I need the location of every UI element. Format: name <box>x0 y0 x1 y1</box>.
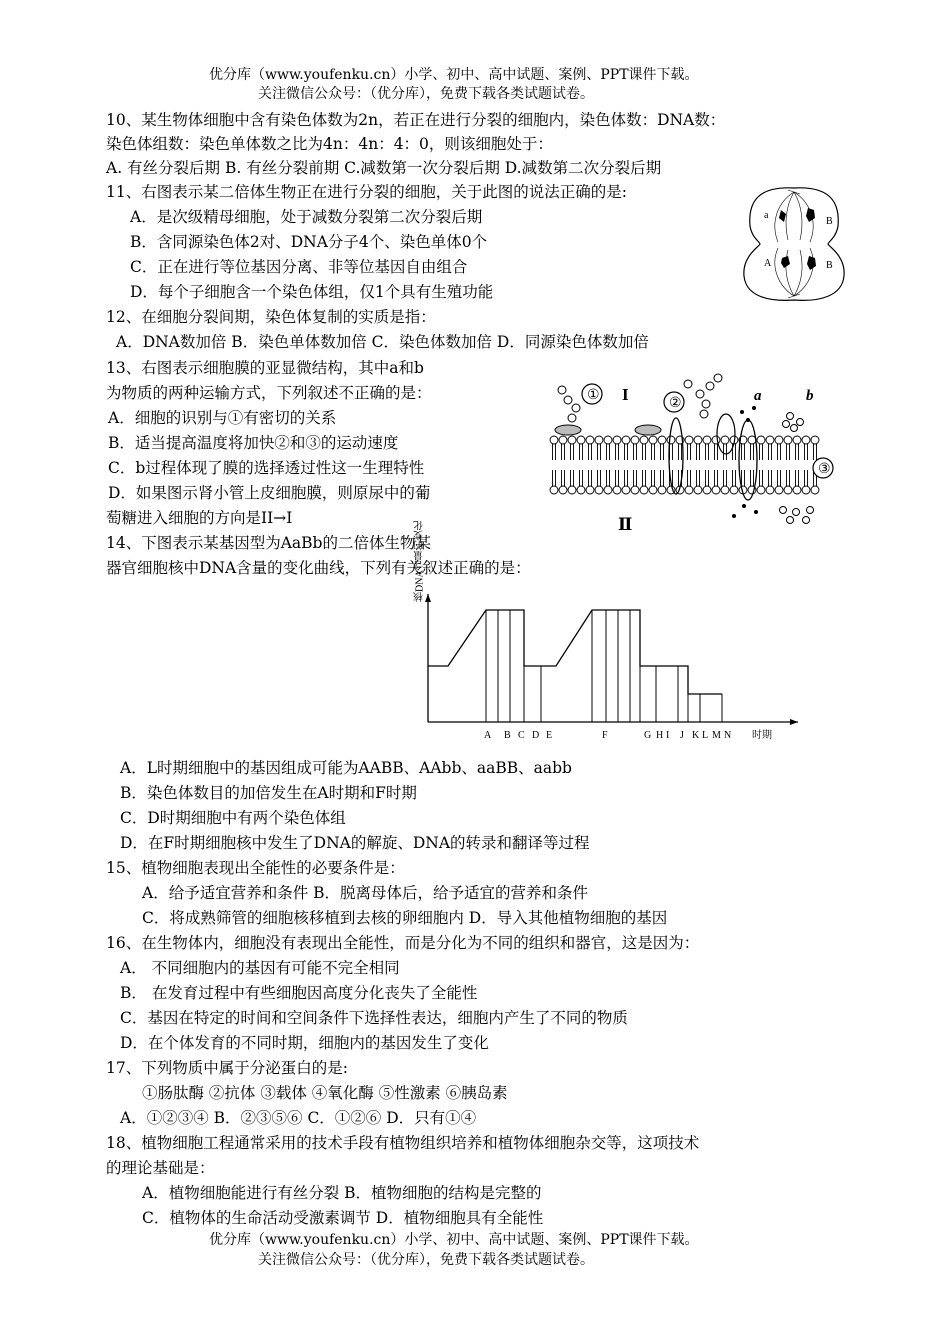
x-tick-K: K <box>692 730 700 741</box>
x-tick-C: C <box>518 730 525 741</box>
q11-stem: 11、右图表示某二倍体生物正在进行分裂的细胞，关于此图的说法正确的是: <box>106 183 627 201</box>
q13-option-b: B．适当提高温度将加快②和③的运动速度 <box>108 434 399 452</box>
q13-option-c: C．b过程体现了膜的选择透过性这一生理特性 <box>108 459 425 477</box>
q15-options-ab: A．给予适宜营养和条件 B．脱离母体后，给予适宜的营养和条件 <box>142 884 589 902</box>
q11-option-b: B．含同源染色体2对、DNA分子4个、染色单体0个 <box>130 233 488 251</box>
footer-line-1: 优分库（www.youfenku.cn）小学、初中、高中试题、案例、PPT课件下载。 <box>209 1232 699 1248</box>
q17-options: A．①②③④ B．②③⑤⑥ C．①②⑥ D．只有①④ <box>120 1109 477 1127</box>
q16-option-a: A． 不同细胞内的基因有可能不完全相同 <box>120 959 400 977</box>
q17-stem: 17、下列物质中属于分泌蛋白的是: <box>106 1059 348 1077</box>
membrane-label-2: ② <box>669 396 682 411</box>
x-tick-A: A <box>484 730 492 741</box>
cell-membrane-figure <box>548 372 848 537</box>
x-tick-D: D <box>532 730 540 741</box>
x-tick-G: G <box>644 730 652 741</box>
header-line-1: 优分库（www.youfenku.cn）小学、初中、高中试题、案例、PPT课件下载。 <box>209 67 699 83</box>
q13-stem-1: 13、右图表示细胞膜的亚显微结构，其中a和b <box>106 359 424 377</box>
q18-options-ab: A．植物细胞能进行有丝分裂 B．植物细胞的结构是完整的 <box>142 1184 542 1202</box>
membrane-label-3: ③ <box>818 462 831 477</box>
q16-option-c: C．基因在特定的时间和空间条件下选择性表达，细胞内产生了不同的物质 <box>120 1009 628 1027</box>
q17-items: ①肠肽酶 ②抗体 ③载体 ④氧化酶 ⑤性激素 ⑥胰岛素 <box>142 1084 508 1102</box>
q10-stem-2: 染色体组数：染色单体数之比为4n：4n：4：0，则该细胞处于： <box>106 135 553 153</box>
x-tick-E: E <box>546 730 553 741</box>
q11-option-a: A．是次级精母细胞，处于减数分裂第二次分裂后期 <box>130 208 483 226</box>
membrane-side-I: I <box>622 385 629 404</box>
q14-option-a: A．L时期细胞中的基因组成可能为AABB、AAbb、aaBB、aabb <box>120 759 572 777</box>
x-tick-H: H <box>656 730 664 741</box>
cell-label-B-bottom: B <box>826 260 833 271</box>
membrane-label-b: b <box>806 388 814 404</box>
cell-label-a: a <box>764 210 769 221</box>
q12-options: A．DNA数加倍 B．染色单体数加倍 C．染色体数加倍 D．同源染色体数加倍 <box>116 333 649 351</box>
membrane-side-II: Ⅱ <box>618 515 633 534</box>
q15-options-cd: C．将成熟筛管的细胞核移植到去核的卵细胞内 D．导入其他植物细胞的基因 <box>142 909 668 927</box>
q16-stem: 16、在生物体内，细胞没有表现出全能性，而是分化为不同的组织和器官，这是因为： <box>106 934 700 952</box>
x-tick-N: N <box>724 730 732 741</box>
q18-stem-2: 的理论基础是： <box>106 1159 215 1177</box>
cell-label-A: A <box>764 258 772 269</box>
q12-stem: 12、在细胞分裂间期，染色体复制的实质是指： <box>106 308 436 326</box>
cell-label-B-top: B <box>826 216 833 227</box>
x-tick-I: I <box>666 730 670 741</box>
q11-option-c: C．正在进行等位基因分离、非等位基因自由组合 <box>130 258 468 276</box>
x-tick-F: F <box>602 730 608 741</box>
q13-option-a: A．细胞的识别与①有密切的关系 <box>108 409 337 427</box>
q18-stem-1: 18、植物细胞工程通常采用的技术手段有植物组织培养和植物体细胞杂交等，这项技术 <box>106 1134 700 1152</box>
q10-stem-1: 10、某生物体细胞中含有染色体数为2n，若正在进行分裂的细胞内，染色体数：DNA数： <box>106 111 726 129</box>
q13-option-d-2: 萄糖进入细胞的方向是II→I <box>106 509 293 527</box>
footer-line-2: 关注微信公众号：（优分库），免费下载各类试题试卷。 <box>258 1252 594 1268</box>
q11-option-d: D．每个子细胞含一个染色体组，仅1个具有生殖功能 <box>130 283 494 301</box>
q10-options: A. 有丝分裂后期 B. 有丝分裂前期 C.减数第一次分裂后期 D.减数第二次分裂后期 <box>106 159 662 177</box>
y-axis-label: 核DNA含量的变化 <box>414 520 426 602</box>
q13-option-d-1: D．如果图示肾小管上皮细胞膜，则原尿中的葡 <box>108 484 431 502</box>
membrane-label-1: ① <box>587 388 600 403</box>
x-tick-M: M <box>712 730 721 741</box>
membrane-label-a: a <box>754 388 762 404</box>
q14-option-c: C．D时期细胞中有两个染色体组 <box>120 809 346 827</box>
q16-option-d: D．在个体发育的不同时期，细胞内的基因发生了变化 <box>120 1034 489 1052</box>
q14-option-d: D．在F时期细胞核中发生了DNA的解旋、DNA的转录和翻译等过程 <box>120 834 590 852</box>
q14-stem-1: 14、下图表示某基因型为AaBb的二倍体生物某 <box>106 534 431 552</box>
x-axis-label: 时期 <box>752 730 772 741</box>
x-tick-L: L <box>702 730 709 741</box>
dividing-cell-figure <box>738 182 850 306</box>
q14-option-b: B．染色体数目的加倍发生在A时期和F时期 <box>120 784 417 802</box>
x-tick-J: J <box>680 730 684 741</box>
q18-options-cd: C．植物体的生命活动受激素调节 D．植物细胞具有全能性 <box>142 1209 544 1227</box>
q14-stem-2: 器官细胞核中DNA含量的变化曲线，下列有关叙述正确的是： <box>106 559 531 577</box>
q13-stem-2: 为物质的两种运输方式，下列叙述不正确的是： <box>106 384 432 402</box>
header-line-2: 关注微信公众号：（优分库），免费下载各类试题试卷。 <box>258 86 594 102</box>
q16-option-b: B． 在发育过程中有些细胞因高度分化丧失了全能性 <box>120 984 478 1002</box>
x-tick-B: B <box>504 730 511 741</box>
q15-stem: 15、植物细胞表现出全能性的必要条件是： <box>106 859 405 877</box>
